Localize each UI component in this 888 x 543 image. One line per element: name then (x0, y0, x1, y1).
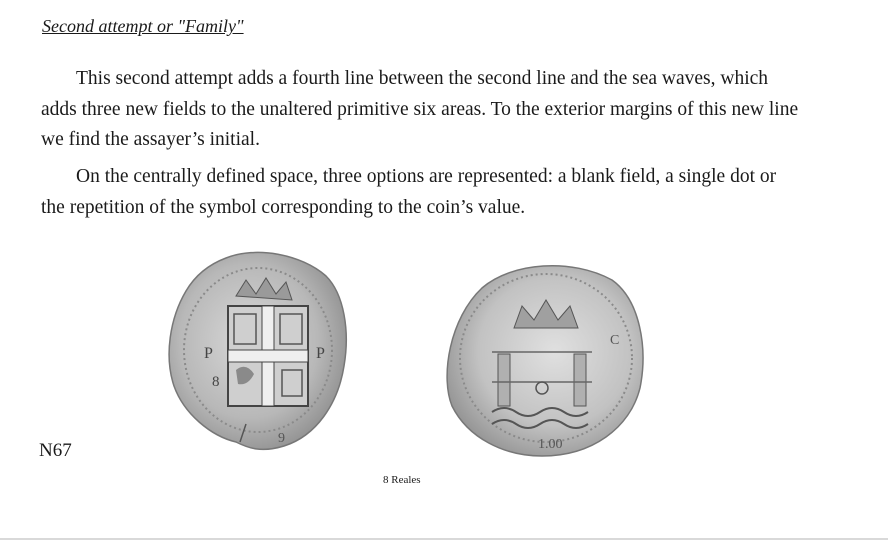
svg-text:P: P (316, 345, 325, 362)
svg-text:1.00: 1.00 (538, 437, 563, 452)
coin-caption: 8 Reales (383, 474, 421, 486)
svg-text:C: C (610, 333, 620, 348)
section-heading: Second attempt or "Family" (42, 16, 244, 36)
svg-text:8: 8 (212, 374, 220, 390)
bottom-divider (0, 538, 888, 540)
svg-text:9: 9 (278, 431, 285, 446)
paragraph-1: This second attempt adds a fourth line between the second line and the sea waves, which adds three new fields to the unaltered primitive six areas. To the exterior margins of this new line we find the assayer’s initial. (41, 68, 799, 150)
svg-text:P: P (204, 345, 213, 362)
paragraph-2: On the centrally defined space, three options are represented: a blank field, a single dot or the repetition of the symbol corresponding to the coin’s value. (41, 166, 777, 218)
coin-obverse-image (166, 246, 348, 454)
catalog-number: N67 (39, 440, 72, 461)
coin-reverse-image (442, 258, 646, 458)
